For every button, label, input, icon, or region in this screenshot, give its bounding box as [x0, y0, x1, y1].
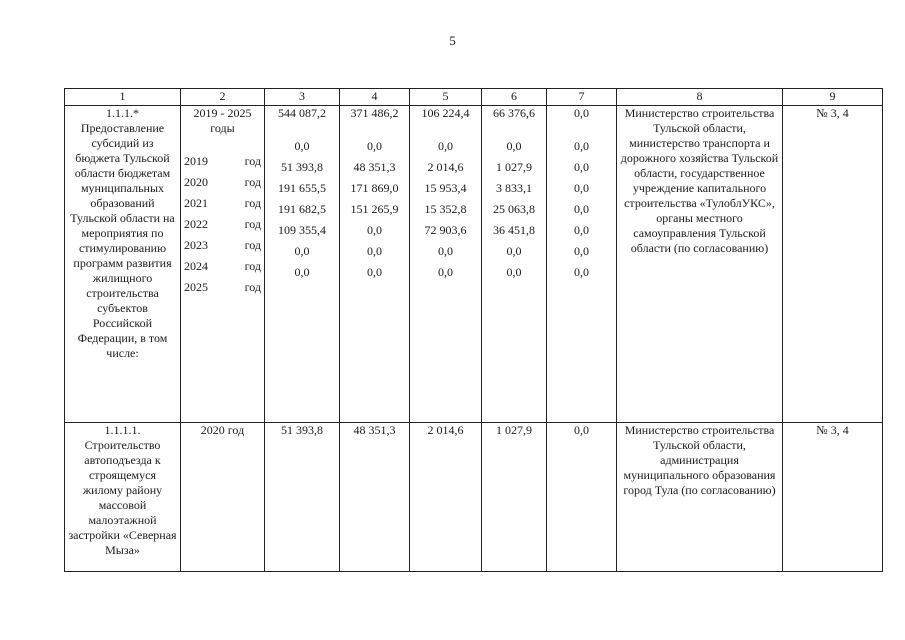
measure-cell	[65, 106, 181, 423]
measure-code: 1.1.1.*	[106, 106, 139, 120]
period-cell: 2020 год	[181, 423, 265, 572]
measure-description: Строительство автоподъезда к строящемуся жилому району массовой малоэтажной застройки «Северная Мыза»	[68, 438, 177, 557]
header-col-9: 9	[783, 89, 883, 106]
header-col-3: 3	[265, 89, 340, 106]
header-col-1: 1	[65, 89, 181, 106]
program-table	[64, 88, 883, 572]
header-col-8: 8	[617, 89, 783, 106]
measure-cell	[65, 423, 181, 572]
header-col-2: 2	[181, 89, 265, 106]
amount-cell-col-4: 48 351,3	[340, 423, 410, 572]
measure-code: 1.1.1.1.	[104, 423, 141, 437]
responsible-cell: Министерство строительства Тульской области, министерство транспорта и дорожного хозяйства Тульской области, государственное учреждение капитального строительства «ТулоблУКС», органы местного самоуправления Тульской области (по согласованию)	[617, 106, 783, 423]
amount-cell-col-3: 544 087,2 0,0 51 393,8 191 655,5 191 682,5 109 355,4 0,0 0,0	[265, 106, 340, 423]
period-total: 2019 - 2025 годы	[193, 106, 252, 135]
amount-cell-col-7: 0,0 0,0 0,0 0,0 0,0 0,0 0,0 0,0	[547, 106, 617, 423]
header-row	[65, 89, 883, 106]
year-label: 2019 год	[184, 154, 261, 168]
year-label: 2024 год	[184, 259, 261, 273]
header-col-6: 6	[482, 89, 547, 106]
amount-cell-col-6: 66 376,6 0,0 1 027,9 3 833,1 25 063,8 36 451,8 0,0 0,0	[482, 106, 547, 423]
amount-cell-col-4: 371 486,2 0,0 48 351,3 171 869,0 151 265,9 0,0 0,0 0,0	[340, 106, 410, 423]
header-col-7: 7	[547, 89, 617, 106]
amount-cell-col-7: 0,0	[547, 423, 617, 572]
page-number: 5	[449, 33, 456, 48]
responsible-cell: Министерство строительства Тульской области, администрация муниципального образования город Тула (по согласованию)	[617, 423, 783, 572]
table-row	[65, 106, 883, 423]
amount-cell-col-3: 51 393,8	[265, 423, 340, 572]
measure-description: Предоставление субсидий из бюджета Тульской области бюджетам муниципальных образований Тульской области на мероприятия по стимулированию программ развития жилищного строительства субъектов Российской Федерации, в том числе:	[70, 121, 175, 360]
period-cell	[181, 106, 265, 423]
table-row	[65, 423, 883, 572]
year-label: 2025 год	[184, 280, 261, 294]
indicator-cell: № 3, 4	[783, 106, 883, 423]
amount-cell-col-5: 106 224,4 0,0 2 014,6 15 953,4 15 352,8 72 903,6 0,0 0,0	[410, 106, 482, 423]
amount-cell-col-5: 2 014,6	[410, 423, 482, 572]
indicator-cell: № 3, 4	[783, 423, 883, 572]
year-label: 2022 год	[184, 217, 261, 231]
year-label: 2021 год	[184, 196, 261, 210]
year-label: 2020 год	[184, 175, 261, 189]
header-col-4: 4	[340, 89, 410, 106]
amount-cell-col-6: 1 027,9	[482, 423, 547, 572]
header-col-5: 5	[410, 89, 482, 106]
year-label: 2023 год	[184, 238, 261, 252]
